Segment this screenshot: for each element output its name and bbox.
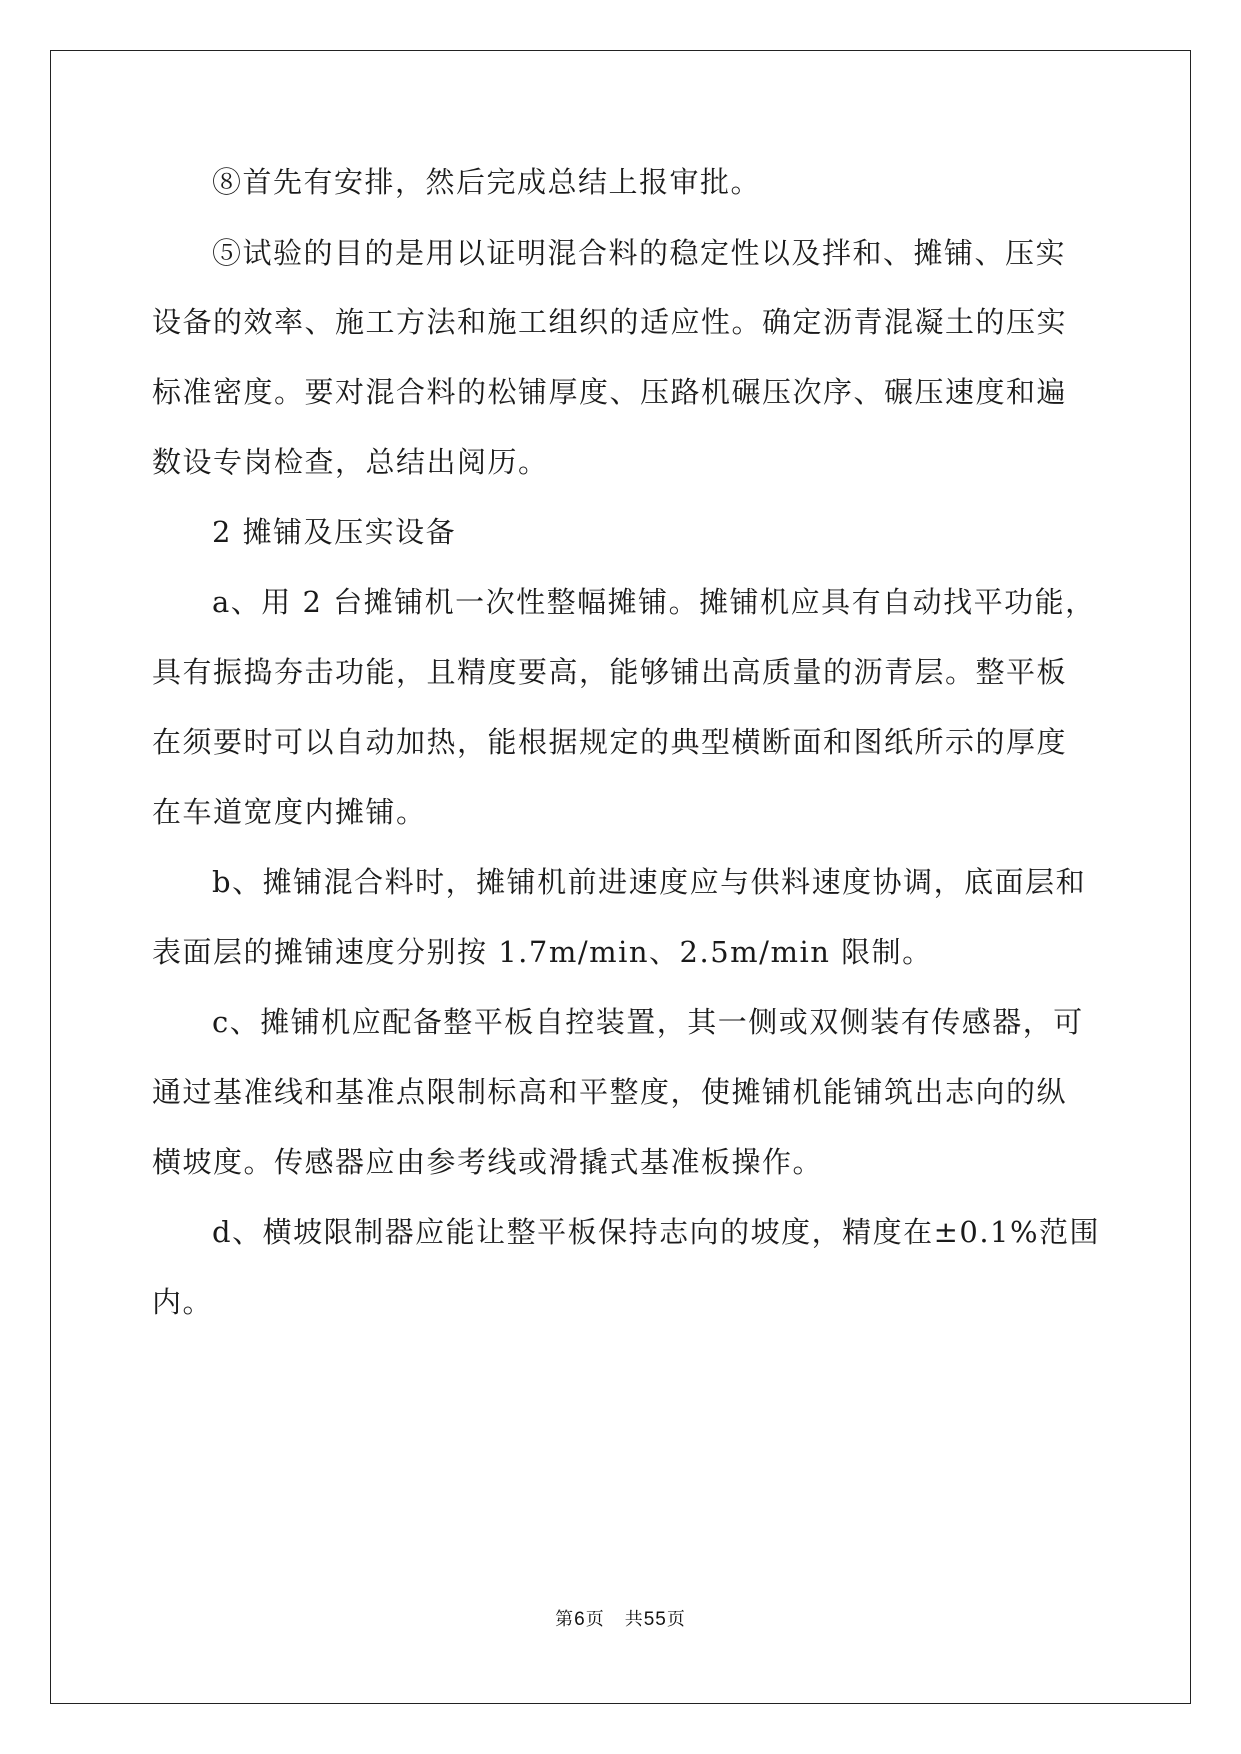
section-heading: 2 摊铺及压实设备 bbox=[212, 515, 457, 549]
paragraph-line: 标准密度。要对混合料的松铺厚度、压路机碾压次序、碾压速度和遍 bbox=[152, 375, 1068, 409]
page-footer bbox=[0, 1605, 1241, 1631]
footer-total-prefix: 共 bbox=[624, 1609, 644, 1629]
paragraph-line: b、摊铺混合料时，摊铺机前进速度应与供料速度协调，底面层和 bbox=[212, 865, 1087, 899]
total-pages-number: 55 bbox=[643, 1609, 667, 1630]
paragraph-line: 通过基准线和基准点限制标高和平整度，使摊铺机能铺筑出志向的纵 bbox=[152, 1075, 1068, 1109]
paragraph-line: ⑤试验的目的是用以证明混合料的稳定性以及拌和、摊铺、压实 bbox=[212, 236, 1067, 270]
paragraph-line: a、用 2 台摊铺机一次性整幅摊铺。摊铺机应具有自动找平功能， bbox=[212, 585, 1096, 619]
paragraph-line: d、横坡限制器应能让整平板保持志向的坡度，精度在±0.1%范围 bbox=[212, 1215, 1101, 1249]
footer-prefix: 第 bbox=[555, 1609, 575, 1629]
paragraph-line: c、摊铺机应配备整平板自控装置，其一侧或双侧装有传感器，可 bbox=[212, 1005, 1084, 1039]
footer-total-unit: 页 bbox=[666, 1609, 686, 1629]
paragraph-line: 横坡度。传感器应由参考线或滑撬式基准板操作。 bbox=[152, 1145, 824, 1179]
paragraph-line: 具有振捣夯击功能，且精度要高，能够铺出高质量的沥青层。整平板 bbox=[152, 655, 1068, 689]
paragraph-line: ⑧首先有安排，然后完成总结上报审批。 bbox=[212, 165, 762, 199]
paragraph-line: 在车道宽度内摊铺。 bbox=[152, 795, 427, 829]
current-page-number: 6 bbox=[574, 1609, 586, 1630]
paragraph-line: 内。 bbox=[152, 1285, 214, 1319]
paragraph-line: 在须要时可以自动加热，能根据规定的典型横断面和图纸所示的厚度 bbox=[152, 725, 1068, 759]
paragraph-line: 数设专岗检查，总结出阅历。 bbox=[152, 445, 549, 479]
paragraph-line: 设备的效率、施工方法和施工组织的适应性。确定沥青混凝土的压实 bbox=[152, 305, 1068, 339]
footer-page-unit: 页 bbox=[585, 1609, 605, 1629]
paragraph-line: 表面层的摊铺速度分别按 1.7m/min、2.5m/min 限制。 bbox=[152, 935, 933, 969]
